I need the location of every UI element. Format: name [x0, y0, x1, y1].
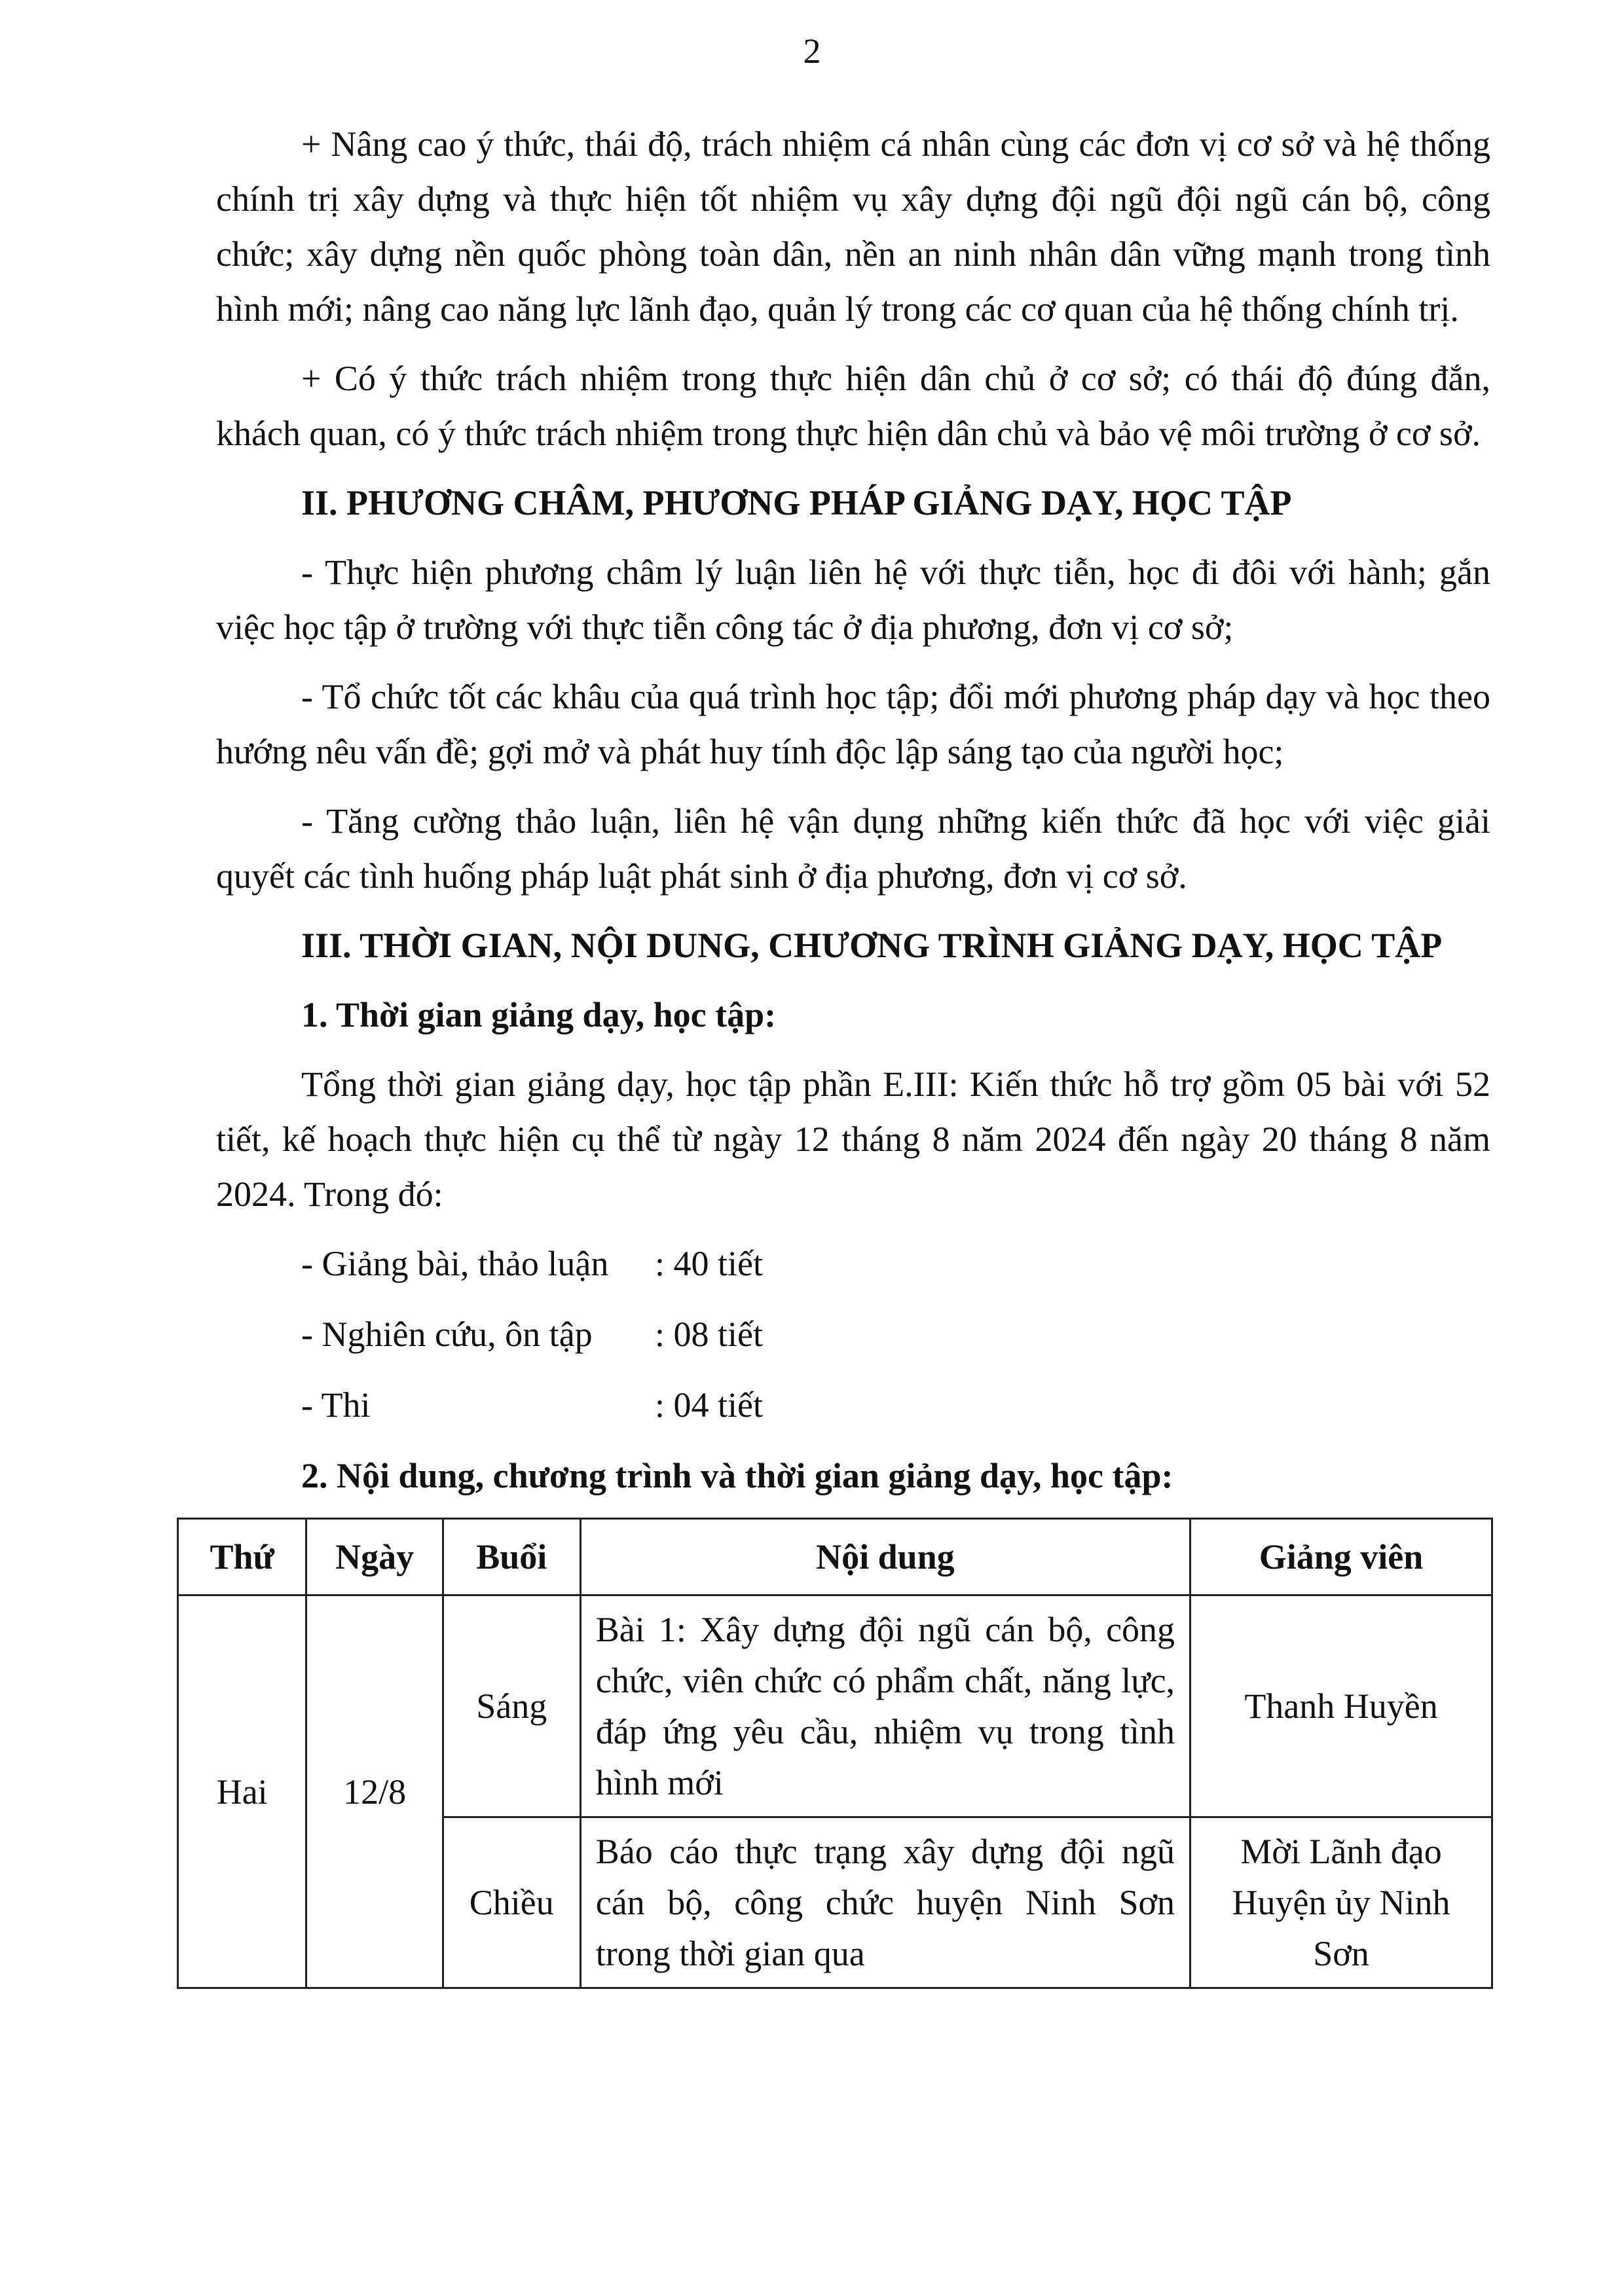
method-item: - Tăng cường thảo luận, liên hệ vận dụng những kiến thức đã học với việc giải quyết các tình huống pháp luật phát sinh ở địa phương, đơn vị cơ sở. — [216, 801, 1490, 896]
cell-content: Bài 1: Xây dựng đội ngũ cán bộ, công chức, viên chức có phẩm chất, năng lực, đáp ứng yêu cầu, nhiệm vụ trong tình hình mới — [580, 1595, 1190, 1817]
cell-lecturer: Thanh Huyền — [1190, 1595, 1492, 1817]
time-label: - Giảng bài, thảo luận — [301, 1244, 609, 1283]
time-value: : 08 tiết — [655, 1315, 763, 1354]
document-body — [210, 117, 1490, 1989]
header-giang-vien: Giảng viên — [1190, 1519, 1492, 1595]
header-ngay: Ngày — [306, 1519, 443, 1595]
method-item: - Tổ chức tốt các khâu của quá trình học tập; đổi mới phương pháp dạy và học theo hướng nêu vấn đề; gợi mở và phát huy tính độc lập sáng tạo của người học; — [216, 677, 1490, 771]
time-value: : 04 tiết — [655, 1385, 763, 1425]
header-noi-dung: Nội dung — [580, 1519, 1190, 1595]
page-number: 2 — [803, 31, 821, 71]
time-label: - Thi — [301, 1385, 371, 1425]
cell-date: 12/8 — [306, 1595, 443, 1988]
section-heading-3: III. THỜI GIAN, NỘI DUNG, CHƯƠNG TRÌNH GIẢNG DẠY, HỌC TẬP — [301, 926, 1443, 965]
time-breakdown — [216, 1236, 1490, 1432]
cell-session: Sáng — [443, 1595, 580, 1817]
schedule-table — [177, 1518, 1493, 1989]
subsection-heading-schedule: 2. Nội dung, chương trình và thời gian giảng dạy, học tập: — [301, 1456, 1173, 1495]
time-summary: Tổng thời gian giảng dạy, học tập phần E.III: Kiến thức hỗ trợ gồm 05 bài với 52 tiết, kế hoạch thực hiện cụ thể từ ngày 12 tháng 8 năm 2024 đến ngày 20 tháng 8 năm 2024. Trong đó: — [216, 1065, 1490, 1214]
header-buoi: Buổi — [443, 1519, 580, 1595]
cell-content: Báo cáo thực trạng xây dựng đội ngũ cán bộ, công chức huyện Ninh Sơn trong thời gian qua — [580, 1817, 1190, 1988]
subsection-heading-time: 1. Thời gian giảng dạy, học tập: — [301, 995, 777, 1034]
time-row — [301, 1236, 1490, 1291]
time-row — [301, 1307, 1490, 1362]
header-thu: Thứ — [178, 1519, 306, 1595]
time-label: - Nghiên cứu, ôn tập — [301, 1315, 593, 1354]
section-heading-2: II. PHƯƠNG CHÂM, PHƯƠNG PHÁP GIẢNG DẠY, HỌC TẬP — [301, 483, 1292, 522]
table-header-row — [178, 1519, 1492, 1595]
paragraph-awareness: + Nâng cao ý thức, thái độ, trách nhiệm cá nhân cùng các đơn vị cơ sở và hệ thống chính trị xây dựng và thực hiện tốt nhiệm vụ xây dựng đội ngũ đội ngũ cán bộ, công chức; xây dựng nền quốc phòng toàn dân, nền an ninh nhân dân vững mạnh trong tình hình mới; nâng cao năng lực lãnh đạo, quản lý trong các cơ quan của hệ thống chính trị. — [216, 124, 1490, 329]
cell-day: Hai — [178, 1595, 306, 1988]
cell-lecturer: Mời Lãnh đạo Huyện ủy Ninh Sơn — [1190, 1817, 1492, 1988]
cell-session: Chiều — [443, 1817, 580, 1988]
paragraph-democracy: + Có ý thức trách nhiệm trong thực hiện dân chủ ở cơ sở; có thái độ đúng đắn, khách quan, có ý thức trách nhiệm trong thực hiện dân chủ và bảo vệ môi trường ở cơ sở. — [216, 359, 1490, 453]
table-row — [178, 1595, 1492, 1817]
time-row — [301, 1377, 1490, 1432]
time-value: : 40 tiết — [655, 1244, 763, 1283]
method-item: - Thực hiện phương châm lý luận liên hệ với thực tiễn, học đi đôi với hành; gắn việc học tập ở trường với thực tiễn công tác ở địa phương, đơn vị cơ sở; — [216, 553, 1490, 647]
